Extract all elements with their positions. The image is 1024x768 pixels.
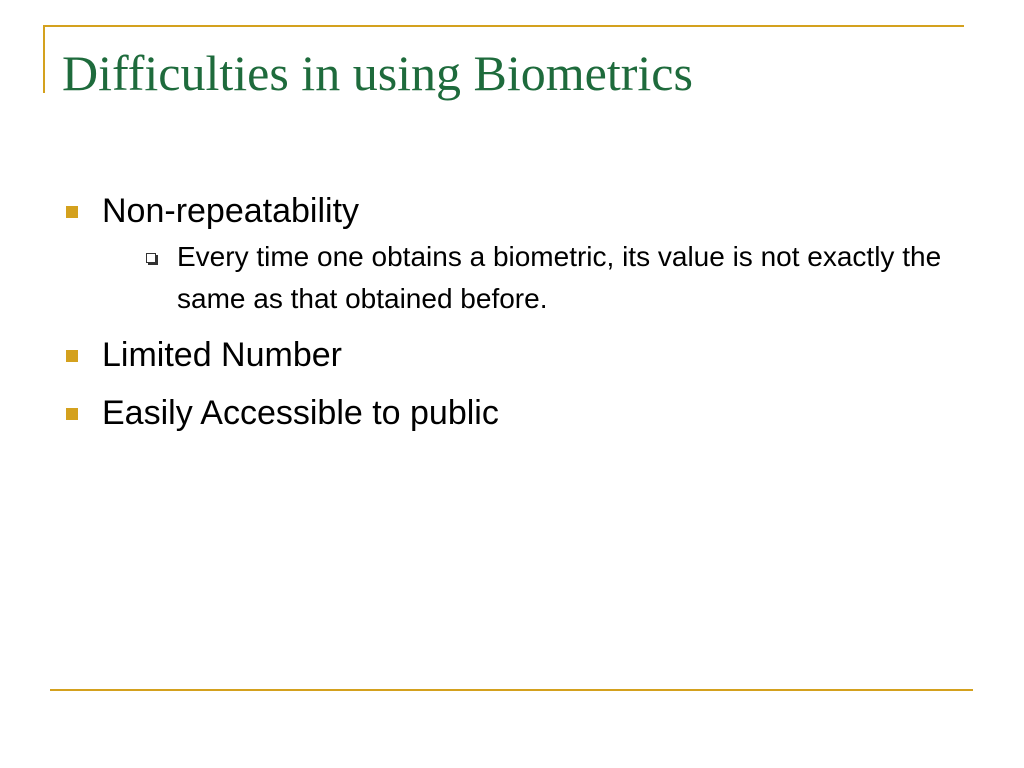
title-frame-horizontal-line [43,25,964,27]
bullet-text: Limited Number [102,336,342,374]
square-bullet-icon [66,408,78,420]
bullet-item-limited-number [62,332,972,378]
sub-bullet-list [102,236,972,320]
sub-bullet-text: Every time one obtains a biometric, its value is not exactly the same as that obtained before. [177,241,942,314]
footer-divider-line [50,689,973,691]
square-bullet-icon [66,206,78,218]
bullet-item-non-repeatability [62,188,972,320]
slide-title: Difficulties in using Biometrics [62,45,693,101]
bullet-text: Non-repeatability [102,192,360,230]
hollow-square-bullet-icon [146,253,156,263]
bullet-item-easily-accessible [62,390,972,436]
bullet-list [62,188,972,448]
bullet-text: Easily Accessible to public [102,394,499,432]
title-frame-vertical-line [43,25,45,93]
sub-bullet-item [102,236,1012,320]
square-bullet-icon [66,350,78,362]
